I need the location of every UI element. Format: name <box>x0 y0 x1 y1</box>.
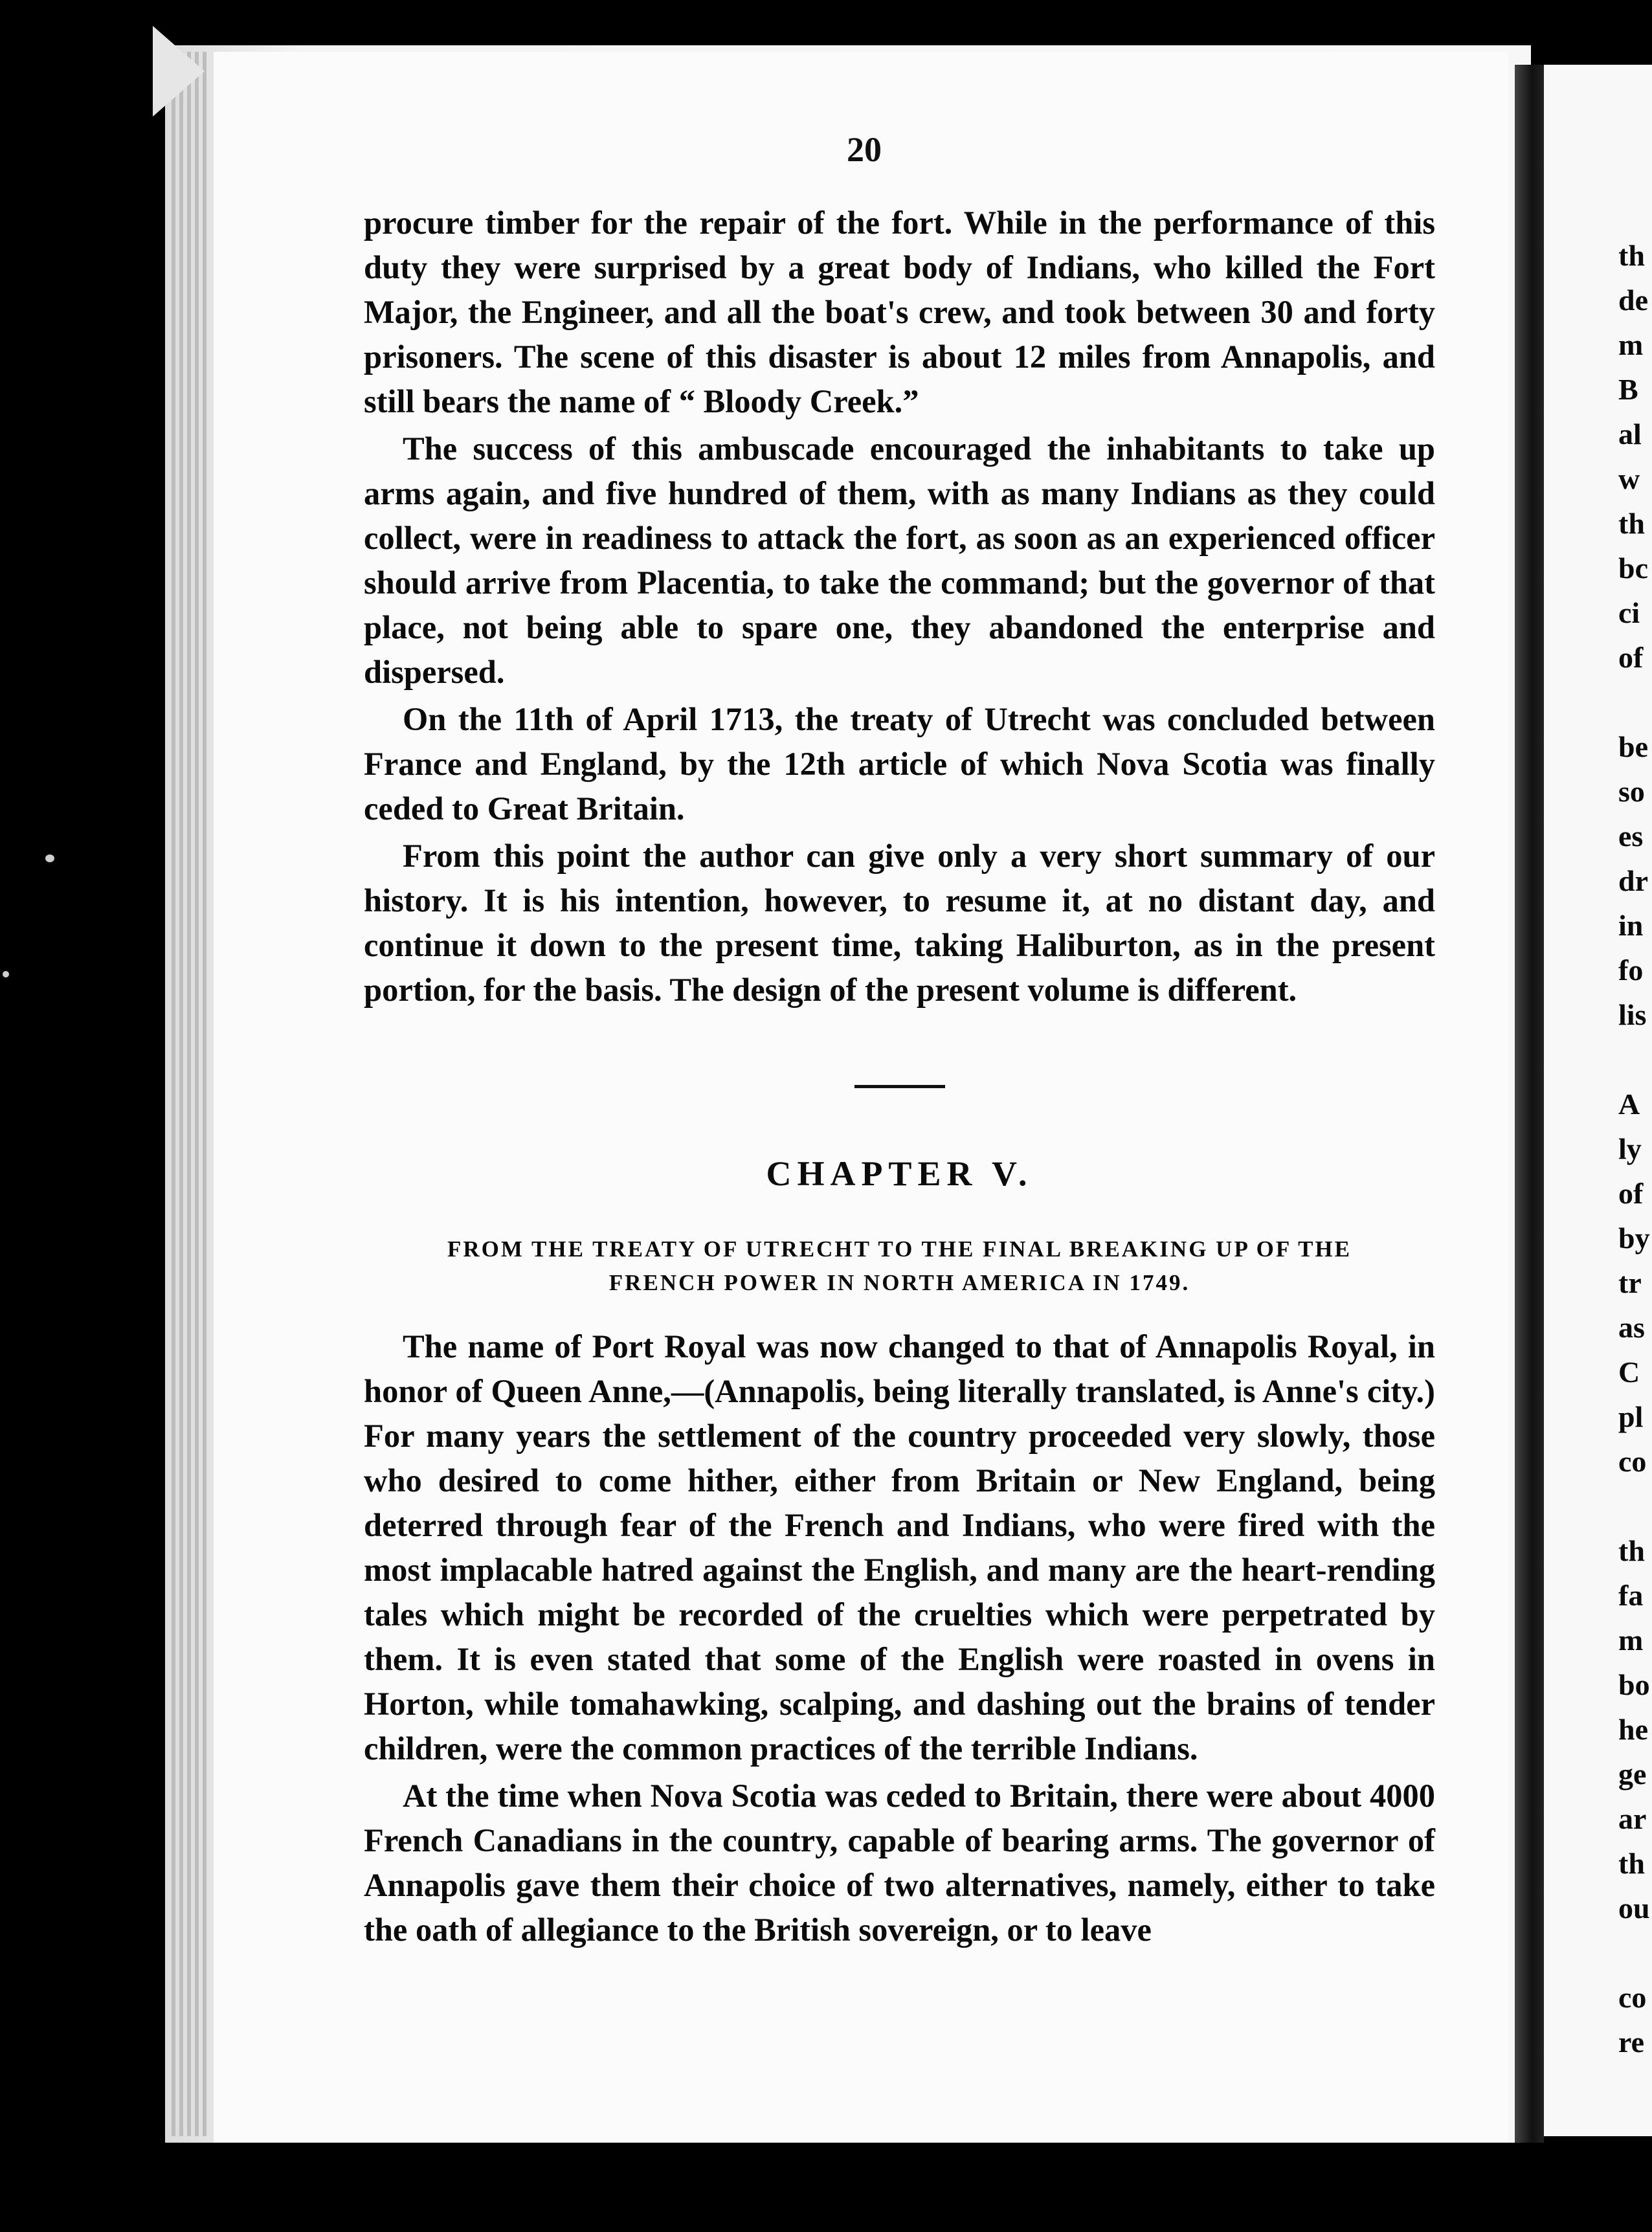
facing-page-fragment: co <box>1618 1445 1647 1478</box>
facing-page-fragment <box>1618 1484 1652 1528</box>
facing-page-text <box>1618 233 1652 2064</box>
facing-page-fragment: ge <box>1618 1758 1647 1791</box>
facing-page-fragment: A <box>1618 1088 1640 1121</box>
facing-page-fragment: th <box>1618 507 1645 540</box>
page-number: 20 <box>847 130 882 169</box>
facing-page-fragment: es <box>1618 820 1644 853</box>
paragraph: The success of this ambuscade encouraged the inhabitants to take up arms again, and five hundred of them, with as many Indians as they could collect, were in readiness to attack the fort, as soon as an experienced officer should arrive from Placentia, to take the command; but the governor of that place, not being able to spare one, they abandoned the enterprise and dispersed. <box>364 430 1435 690</box>
facing-page-fragment: by <box>1618 1222 1650 1255</box>
paragraph: From this point the author can give only a very short summary of our history. It is his intention, however, to resume it, at no distant day, and continue it down to the present time, taking Haliburton, as in the present portion, for the basis. The design of the present volume is different. <box>364 838 1435 1008</box>
facing-page-fragment: C <box>1618 1356 1640 1389</box>
facing-page-fragment: so <box>1618 775 1645 808</box>
facing-page-fragment: bc <box>1618 552 1648 585</box>
page-edge <box>172 52 175 2136</box>
facing-page-fragment: of <box>1618 1177 1644 1210</box>
facing-page-fragment: ci <box>1618 596 1640 629</box>
chapter-title: CHAPTER V. <box>766 1154 1033 1193</box>
page-fold-icon <box>153 26 205 117</box>
scan-speck <box>3 971 9 977</box>
paragraph: The name of Port Royal was now changed to that of Annapolis Royal, in honor of Queen Anne,—(Annapolis, being literally translated, is Anne's city.) For many years the settlement of the country proceeded very slowly, those who desired to come hither, either from Britain or New England, being deterred through fear of the French and Indians, who were fired with the most implacable hatred against the English, and many are the heart-rending tales which might be recorded of the cruelties which were perpetrated by them. It is even stated that some of the English were roasted in ovens in Horton, while tomahawking, scalping, and dashing out the brains of tender children, were the common practices of the terrible Indians. <box>364 1328 1435 1767</box>
facing-page-fragment: fa <box>1618 1579 1644 1612</box>
facing-page-fragment: th <box>1618 1847 1645 1880</box>
facing-page-fragment: th <box>1618 239 1645 272</box>
facing-page-fragment: in <box>1618 909 1644 942</box>
facing-page-fragment: de <box>1618 284 1648 317</box>
facing-page-fragment <box>1618 680 1652 724</box>
facing-page-fragment: th <box>1618 1534 1645 1567</box>
chapter-subtitle-line: FRENCH POWER IN NORTH AMERICA IN 1749. <box>608 1270 1190 1295</box>
facing-page-fragment: m <box>1618 328 1644 361</box>
chapter-subtitle-line: FROM THE TREATY OF UTRECHT TO THE FINAL BREAKING UP OF THE <box>447 1236 1352 1262</box>
section-divider <box>854 1085 945 1088</box>
facing-page-fragment: he <box>1618 1713 1648 1746</box>
facing-page-fragment <box>1618 1037 1652 1082</box>
facing-page-fragment: fo <box>1618 954 1644 987</box>
book-spine <box>1515 65 1544 2143</box>
facing-page-fragment: al <box>1618 418 1642 451</box>
facing-page-fragment: m <box>1618 1624 1644 1657</box>
facing-page-fragment: w <box>1618 462 1640 495</box>
page-edge <box>187 52 191 2136</box>
facing-page-fragment: ar <box>1618 1802 1647 1835</box>
facing-page-fragment: of <box>1618 641 1644 674</box>
facing-page-fragment: re <box>1618 2026 1645 2059</box>
page-edge <box>195 52 199 2136</box>
chapter-subtitle <box>364 1233 1435 1300</box>
facing-page-fragment: co <box>1618 1981 1647 2014</box>
scan-speck <box>45 854 54 862</box>
facing-page-fragment: be <box>1618 730 1648 763</box>
paragraph: At the time when Nova Scotia was ceded to Britain, there were about 4000 French Canadians in the country, capable of bearing arms. The governor of Annapolis gave them their choice of two alternatives, namely, either to take the oath of allegiance to the British sovereign, or to leave <box>364 1778 1435 1948</box>
facing-page-fragment: bo <box>1618 1668 1650 1701</box>
facing-page-fragment: ou <box>1618 1892 1650 1925</box>
facing-page-fragment: tr <box>1618 1266 1642 1299</box>
paragraph: On the 11th of April 1713, the treaty of Utrecht was concluded between France and England, by the 12th article of which Nova Scotia was finally ceded to Great Britain. <box>364 701 1435 827</box>
facing-page-fragment <box>1618 1930 1652 1975</box>
facing-page-fragment: as <box>1618 1311 1645 1344</box>
facing-page-fragment: B <box>1618 373 1638 406</box>
page-body <box>364 201 1435 1952</box>
facing-page-fragment: ly <box>1618 1132 1642 1165</box>
page-edge <box>203 52 206 2136</box>
facing-page-fragment: lis <box>1618 998 1647 1031</box>
facing-page-fragment: dr <box>1618 864 1648 897</box>
paragraph: procure timber for the repair of the fort. While in the performance of this duty they were surprised by a great body of Indians, who killed the Fort Major, the Engineer, and all the boat's crew, and took between 30 and forty prisoners. The scene of this disaster is about 12 miles from Annapolis, and still bears the name of “ Bloody Creek.” <box>364 205 1435 419</box>
page-edge <box>179 52 183 2136</box>
facing-page-fragment: pl <box>1618 1400 1644 1433</box>
